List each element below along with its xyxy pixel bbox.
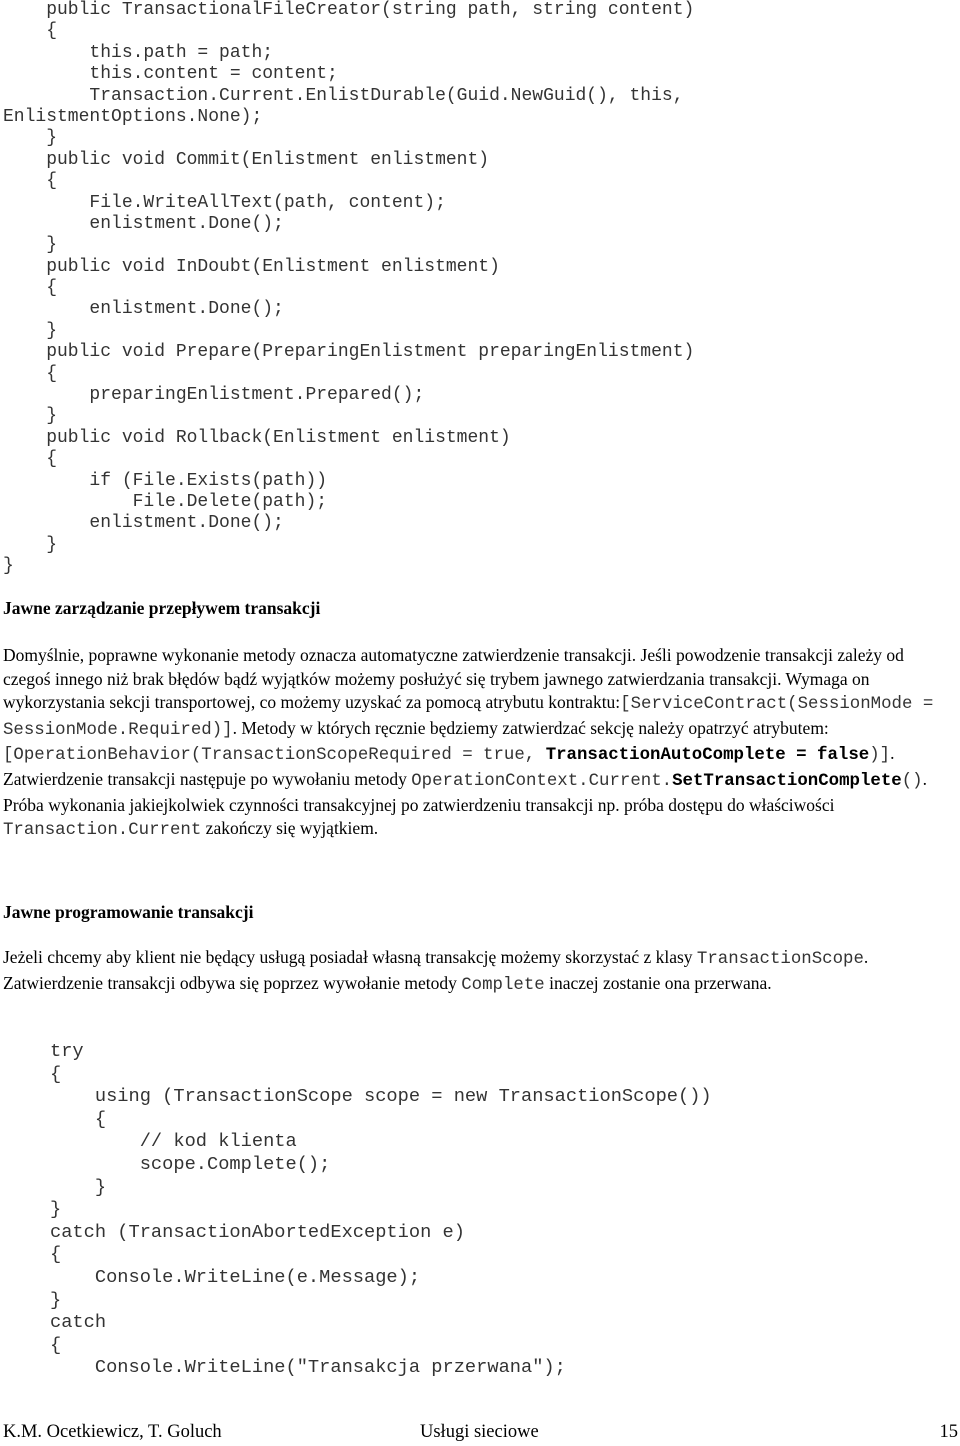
text-run: . Zatwierdzenie transakcji następuje po wywołaniu metody: [3, 743, 895, 789]
code-line: public void InDoubt(Enlistment enlistment): [3, 256, 500, 277]
code-line: catch: [50, 1311, 107, 1334]
code-line: enlistment.Done();: [3, 299, 284, 320]
code-line: {: [50, 1243, 62, 1266]
code-line: {: [50, 1107, 107, 1130]
code-line: scope.Complete();: [50, 1152, 331, 1175]
code-line: enlistment.Done();: [3, 213, 284, 234]
text-run: . Próba wykonania jakiejkolwiek czynności transakcyjnej po zatwierdzeniu transakcji np. próba dostępu do właściwości: [3, 768, 927, 815]
code-inline-auto-complete: TransactionAutoComplete = false: [545, 746, 870, 766]
code-line: {: [50, 1062, 62, 1085]
text-run: Jeżeli chcemy aby klient nie będący usługą posiadał własną transakcję możemy skorzystać z klasy: [3, 947, 697, 967]
text-run: zakończy się wyjątkiem.: [201, 818, 379, 839]
code-inline-parens: (): [901, 771, 923, 791]
code-listing-top: [3, 0, 953, 578]
code-line: try: [50, 1040, 84, 1062]
text-run: . Metody w których ręcznie będziemy zatwierdzać sekcję należy opatrzyć atrybutem:: [232, 717, 829, 738]
code-line: }: [50, 1198, 62, 1221]
footer-title: Usługi sieciowe: [420, 1422, 539, 1442]
footer-authors: K.M. Ocetkiewicz, T. Goluch: [3, 1422, 222, 1442]
code-line: Console.WriteLine("Transakcja przerwana");: [50, 1356, 566, 1379]
code-line: {: [50, 1333, 62, 1356]
section-heading-explicit-flow: Jawne zarządzanie przepływem transakcji: [3, 598, 321, 618]
code-line: }: [3, 556, 14, 577]
code-line: // kod klienta: [50, 1130, 297, 1153]
code-inline-transaction-current: Transaction.Current: [3, 821, 202, 841]
code-line: {: [3, 171, 58, 192]
code-line: }: [50, 1288, 62, 1311]
code-inline-operation-behavior: [OperationBehavior(TransactionScopeRequired = true,: [3, 746, 546, 766]
code-line: }: [50, 1175, 107, 1198]
code-line: {: [3, 449, 58, 470]
footer-page-number: 15: [939, 1422, 958, 1442]
code-line: File.Delete(path);: [3, 491, 328, 512]
code-line: Console.WriteLine(e.Message);: [50, 1265, 421, 1288]
code-line: }: [3, 320, 58, 341]
code-line: File.WriteAllText(path, content);: [3, 192, 446, 213]
code-line: public void Commit(Enlistment enlistment): [3, 149, 490, 170]
text-run: inaczej zostanie ona przerwana.: [544, 972, 772, 993]
paragraph-explicit-programming: [3, 946, 953, 997]
section-heading-explicit-programming: Jawne programowanie transakcji: [3, 902, 254, 922]
code-inline-operation-context: OperationContext.Current.: [411, 771, 673, 791]
code-line: if (File.Exists(path)): [3, 470, 328, 491]
page-footer: [3, 1420, 958, 1446]
code-line: }: [3, 534, 58, 555]
code-line: this.path = path;: [3, 42, 274, 63]
code-line: public TransactionalFileCreator(string path, string content): [3, 0, 695, 20]
code-line: {: [3, 278, 58, 299]
code-line: preparingEnlistment.Prepared();: [3, 385, 425, 406]
code-line: }: [3, 406, 58, 427]
code-inline-transaction-scope: TransactionScope: [696, 950, 864, 969]
paragraph-explicit-flow: [3, 644, 953, 843]
code-line: {: [3, 363, 58, 384]
code-line: this.content = content;: [3, 64, 338, 85]
code-line: public void Rollback(Enlistment enlistment): [3, 427, 511, 448]
code-line: }: [3, 235, 58, 256]
code-line: enlistment.Done();: [3, 513, 284, 534]
code-inline-closing: )]: [869, 746, 891, 766]
code-line: catch (TransactionAbortedException e): [50, 1220, 465, 1243]
code-line: public void Prepare(PreparingEnlistment preparingEnlistment): [3, 342, 695, 363]
code-inline-service-contract: [ServiceContract(SessionMode = SessionMode.Required)]: [3, 695, 934, 740]
code-inline-complete: Complete: [461, 975, 545, 995]
code-line: using (TransactionScope scope = new TransactionScope()): [50, 1085, 712, 1108]
code-inline-set-complete: SetTransactionComplete: [672, 771, 902, 791]
code-line: {: [3, 21, 58, 42]
code-listing-bottom: [50, 1040, 950, 1379]
text-run: Domyślnie, poprawne wykonanie metody oznacza automatyczne zatwierdzenie transakcji. Jeśli powodzenie transakcji zależy od czegoś innego niż brak błędów bądź wyjątków możemy posłużyć się trybem jawnego zatwierdzania transakcji. Wymaga on wykorzystania sekcji transportowej, co możemy uzyskać za pomocą atrybutu kontraktu:: [3, 645, 904, 713]
text-run: . Zatwierdzenie transakcji odbywa się poprzez wywołanie metody: [3, 947, 869, 993]
code-line: }: [3, 128, 58, 149]
code-line: EnlistmentOptions.None);: [3, 106, 263, 127]
code-line: Transaction.Current.EnlistDurable(Guid.NewGuid(), this,: [3, 85, 684, 106]
